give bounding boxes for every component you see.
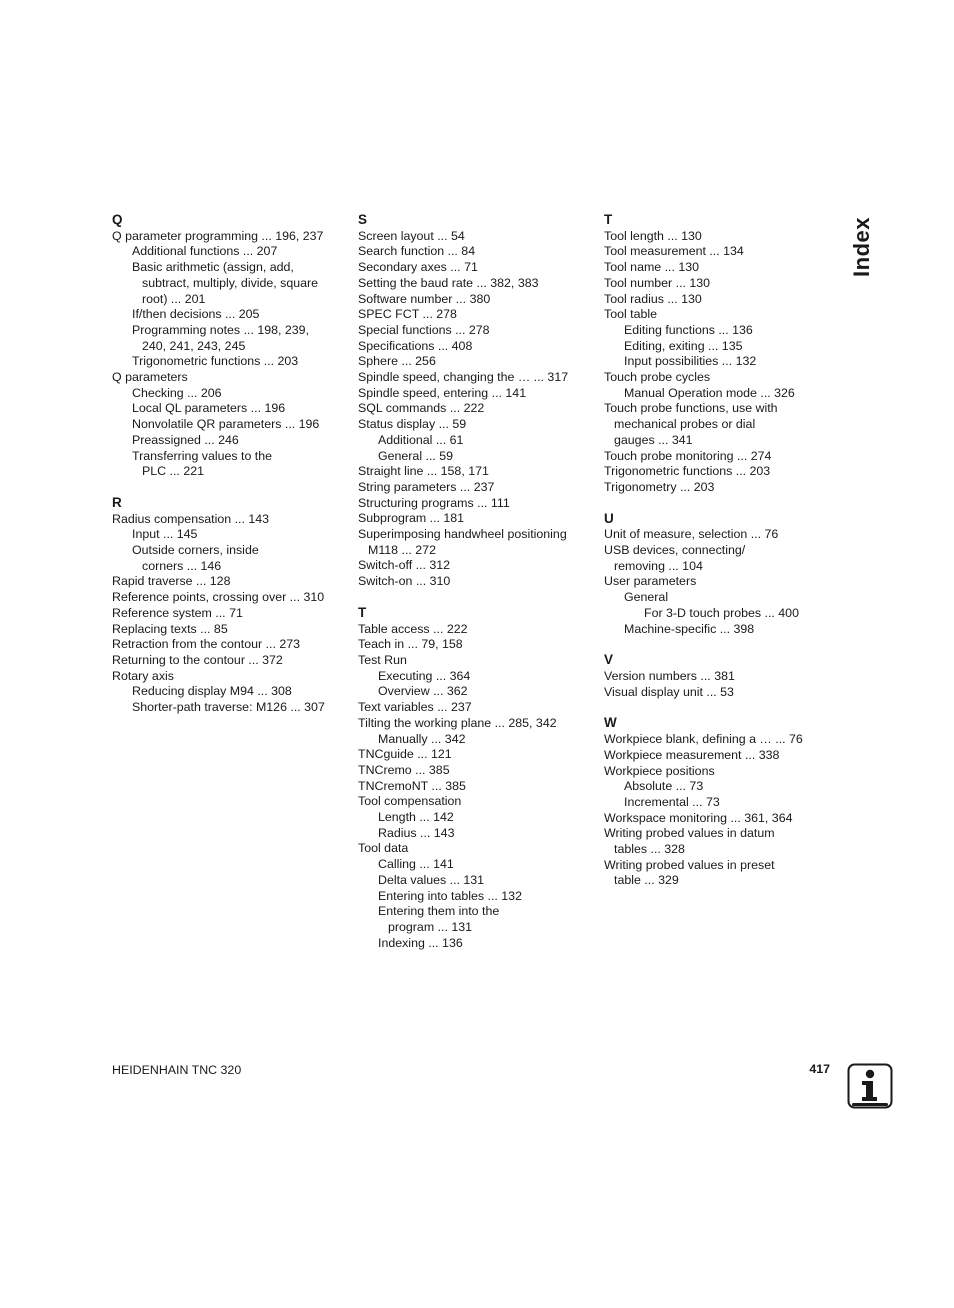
index-entry: Returning to the contour ... 372 <box>112 652 283 667</box>
index-entry: Tool data <box>358 841 409 856</box>
index-entry: USB devices, connecting/ <box>604 543 746 558</box>
index-section <box>604 715 839 889</box>
index-entry: Shorter-path traverse: M126 ... 307 <box>132 700 325 715</box>
index-column-3 <box>604 212 839 904</box>
index-entry: SPEC FCT ... 278 <box>358 307 457 322</box>
index-entry: Outside corners, inside <box>132 543 259 558</box>
index-entry: corners ... 146 <box>142 558 222 573</box>
index-entry: Unit of measure, selection ... 76 <box>604 527 779 542</box>
index-entry: M118 ... 272 <box>368 542 436 557</box>
index-entry: Reference points, crossing over ... 310 <box>112 590 325 605</box>
index-entry: Status display ... 59 <box>358 417 467 432</box>
index-entry: table ... 329 <box>614 873 679 888</box>
index-entry: Local QL parameters ... 196 <box>132 401 286 416</box>
index-entry: Additional functions ... 207 <box>132 244 278 259</box>
index-entry: tables ... 328 <box>614 842 685 857</box>
index-entry: Screen layout ... 54 <box>358 228 465 243</box>
index-entry: Subprogram ... 181 <box>358 511 465 526</box>
index-entry: Specifications ... 408 <box>358 338 473 353</box>
index-entry: Indexing ... 136 <box>378 935 463 950</box>
index-entry: Straight line ... 158, 171 <box>358 464 489 479</box>
index-entry: Tool measurement ... 134 <box>604 244 744 259</box>
index-entry: Switch-on ... 310 <box>358 574 451 589</box>
index-entry: program ... 131 <box>388 919 473 934</box>
index-entry: Rapid traverse ... 128 <box>112 574 231 589</box>
index-entry: Checking ... 206 <box>132 385 222 400</box>
index-entry: Special functions ... 278 <box>358 322 490 337</box>
index-entry: Length ... 142 <box>378 810 454 825</box>
index-entry: Secondary axes ... 71 <box>358 260 478 275</box>
index-entry: If/then decisions ... 205 <box>132 307 260 322</box>
index-entry: Teach in ... 79, 158 <box>358 637 463 652</box>
index-entry: String parameters ... 237 <box>358 479 495 494</box>
index-entry: root) ... 201 <box>142 291 206 306</box>
index-entry: Touch probe monitoring ... 274 <box>604 448 772 463</box>
index-entry: Basic arithmetic (assign, add, <box>132 260 294 275</box>
index-entry: Superimposing handwheel positioning <box>358 527 567 542</box>
page-number: 417 <box>809 1062 830 1076</box>
index-entry: 240, 241, 243, 245 <box>142 338 246 353</box>
side-tab-label: Index <box>849 217 874 277</box>
index-entry: TNCremoNT ... 385 <box>358 778 466 793</box>
section-letter: W <box>604 715 617 731</box>
index-entry: Trigonometry ... 203 <box>604 479 715 494</box>
index-section <box>112 212 347 480</box>
index-column-2 <box>358 212 593 966</box>
index-entry: General <box>624 590 669 605</box>
index-entry: Touch probe functions, use with <box>604 401 778 416</box>
index-entry: Workpiece measurement ... 338 <box>604 747 780 762</box>
index-entry: Writing probed values in preset <box>604 857 775 872</box>
index-entry: subtract, multiply, divide, square <box>142 275 319 290</box>
section-letter: S <box>358 212 368 227</box>
index-section <box>112 495 347 716</box>
index-entry: Input possibilities ... 132 <box>624 354 757 369</box>
index-entry: Test Run <box>358 652 407 667</box>
index-entry: Radius ... 143 <box>378 825 455 840</box>
index-entry: Q parameters <box>112 370 188 385</box>
index-entry: Search function ... 84 <box>358 244 476 259</box>
index-entry: Tool length ... 130 <box>604 228 702 243</box>
index-entry: Visual display unit ... 53 <box>604 684 734 699</box>
index-entry: Trigonometric functions ... 203 <box>604 464 771 479</box>
index-entry: Preassigned ... 246 <box>132 432 239 447</box>
index-section <box>604 652 839 700</box>
index-entry: gauges ... 341 <box>614 432 693 447</box>
index-entry: Workpiece blank, defining a … ... 76 <box>604 732 803 747</box>
index-entry: Workspace monitoring ... 361, 364 <box>604 810 793 825</box>
section-letter: Q <box>112 212 123 227</box>
index-section <box>604 511 839 638</box>
index-entry: Tool radius ... 130 <box>604 291 702 306</box>
index-entry: Replacing texts ... 85 <box>112 621 228 636</box>
index-entry: Manually ... 342 <box>378 731 466 746</box>
index-entry: Tool table <box>604 307 658 322</box>
index-section <box>358 212 593 590</box>
index-entry: Entering into tables ... 132 <box>378 888 522 903</box>
index-entry: Writing probed values in datum <box>604 826 775 841</box>
index-entry: Version numbers ... 381 <box>604 668 735 683</box>
index-entry: Tilting the working plane ... 285, 342 <box>358 715 557 730</box>
section-letter: V <box>604 652 614 668</box>
index-entry: PLC ... 221 <box>142 464 204 479</box>
index-entry: Text variables ... 237 <box>358 700 472 715</box>
index-entry: Tool number ... 130 <box>604 275 711 290</box>
index-entry: Tool compensation <box>358 794 462 809</box>
index-entry: Reducing display M94 ... 308 <box>132 684 292 699</box>
index-entry: Q parameter programming ... 196, 237 <box>112 228 324 243</box>
index-entry: Tool name ... 130 <box>604 260 700 275</box>
index-entry: Radius compensation ... 143 <box>112 511 270 526</box>
index-entry: Switch-off ... 312 <box>358 558 451 573</box>
index-entry: SQL commands ... 222 <box>358 401 485 416</box>
index-entry: Absolute ... 73 <box>624 779 704 794</box>
index-entry: Nonvolatile QR parameters ... 196 <box>132 417 320 432</box>
index-entry: Spindle speed, entering ... 141 <box>358 385 527 400</box>
index-entry: Transferring values to the <box>132 448 273 463</box>
index-entry: Overview ... 362 <box>378 684 468 699</box>
section-letter: T <box>358 604 367 620</box>
index-section <box>358 605 593 951</box>
index-entry: Software number ... 380 <box>358 291 491 306</box>
index-entry: Table access ... 222 <box>358 621 468 636</box>
index-entry: Retraction from the contour ... 273 <box>112 637 301 652</box>
index-entry: Setting the baud rate ... 382, 383 <box>358 275 539 290</box>
index-entry: Machine-specific ... 398 <box>624 621 755 636</box>
index-entry: TNCguide ... 121 <box>358 747 452 762</box>
index-entry: Additional ... 61 <box>378 432 464 447</box>
index-entry: Editing, exiting ... 135 <box>624 338 743 353</box>
info-icon <box>847 1063 893 1109</box>
index-entry: User parameters <box>604 574 697 589</box>
index-entry: Editing functions ... 136 <box>624 322 753 337</box>
index-entry: removing ... 104 <box>614 558 703 573</box>
index-entry: Input ... 145 <box>132 527 198 542</box>
index-entry: For 3-D touch probes ... 400 <box>644 605 799 620</box>
index-entry: mechanical probes or dial <box>614 417 756 432</box>
index-entry: General ... 59 <box>378 448 454 463</box>
index-entry: Executing ... 364 <box>378 668 471 683</box>
index-entry: Calling ... 141 <box>378 857 454 872</box>
index-entry: TNCremo ... 385 <box>358 762 450 777</box>
section-letter: R <box>112 494 122 510</box>
index-entry: Workpiece positions <box>604 763 715 778</box>
index-entry: Reference system ... 71 <box>112 605 243 620</box>
index-section <box>604 212 839 496</box>
index-entry: Trigonometric functions ... 203 <box>132 354 299 369</box>
index-entry: Manual Operation mode ... 326 <box>624 385 795 400</box>
section-letter: U <box>604 510 614 526</box>
index-entry: Incremental ... 73 <box>624 794 720 809</box>
index-entry: Spindle speed, changing the … ... 317 <box>358 370 569 385</box>
index-entry: Delta values ... 131 <box>378 872 485 887</box>
index-entry: Programming notes ... 198, 239, <box>132 322 310 337</box>
index-side-tab <box>842 212 882 282</box>
index-entry: Rotary axis <box>112 668 174 683</box>
index-column-1 <box>112 212 347 731</box>
section-letter: T <box>604 212 613 227</box>
index-entry: Touch probe cycles <box>604 370 711 385</box>
index-entry: Structuring programs ... 111 <box>358 495 510 510</box>
index-entry: Sphere ... 256 <box>358 354 436 369</box>
index-entry: Entering them into the <box>378 904 500 919</box>
footer-product-name: HEIDENHAIN TNC 320 <box>112 1063 242 1077</box>
